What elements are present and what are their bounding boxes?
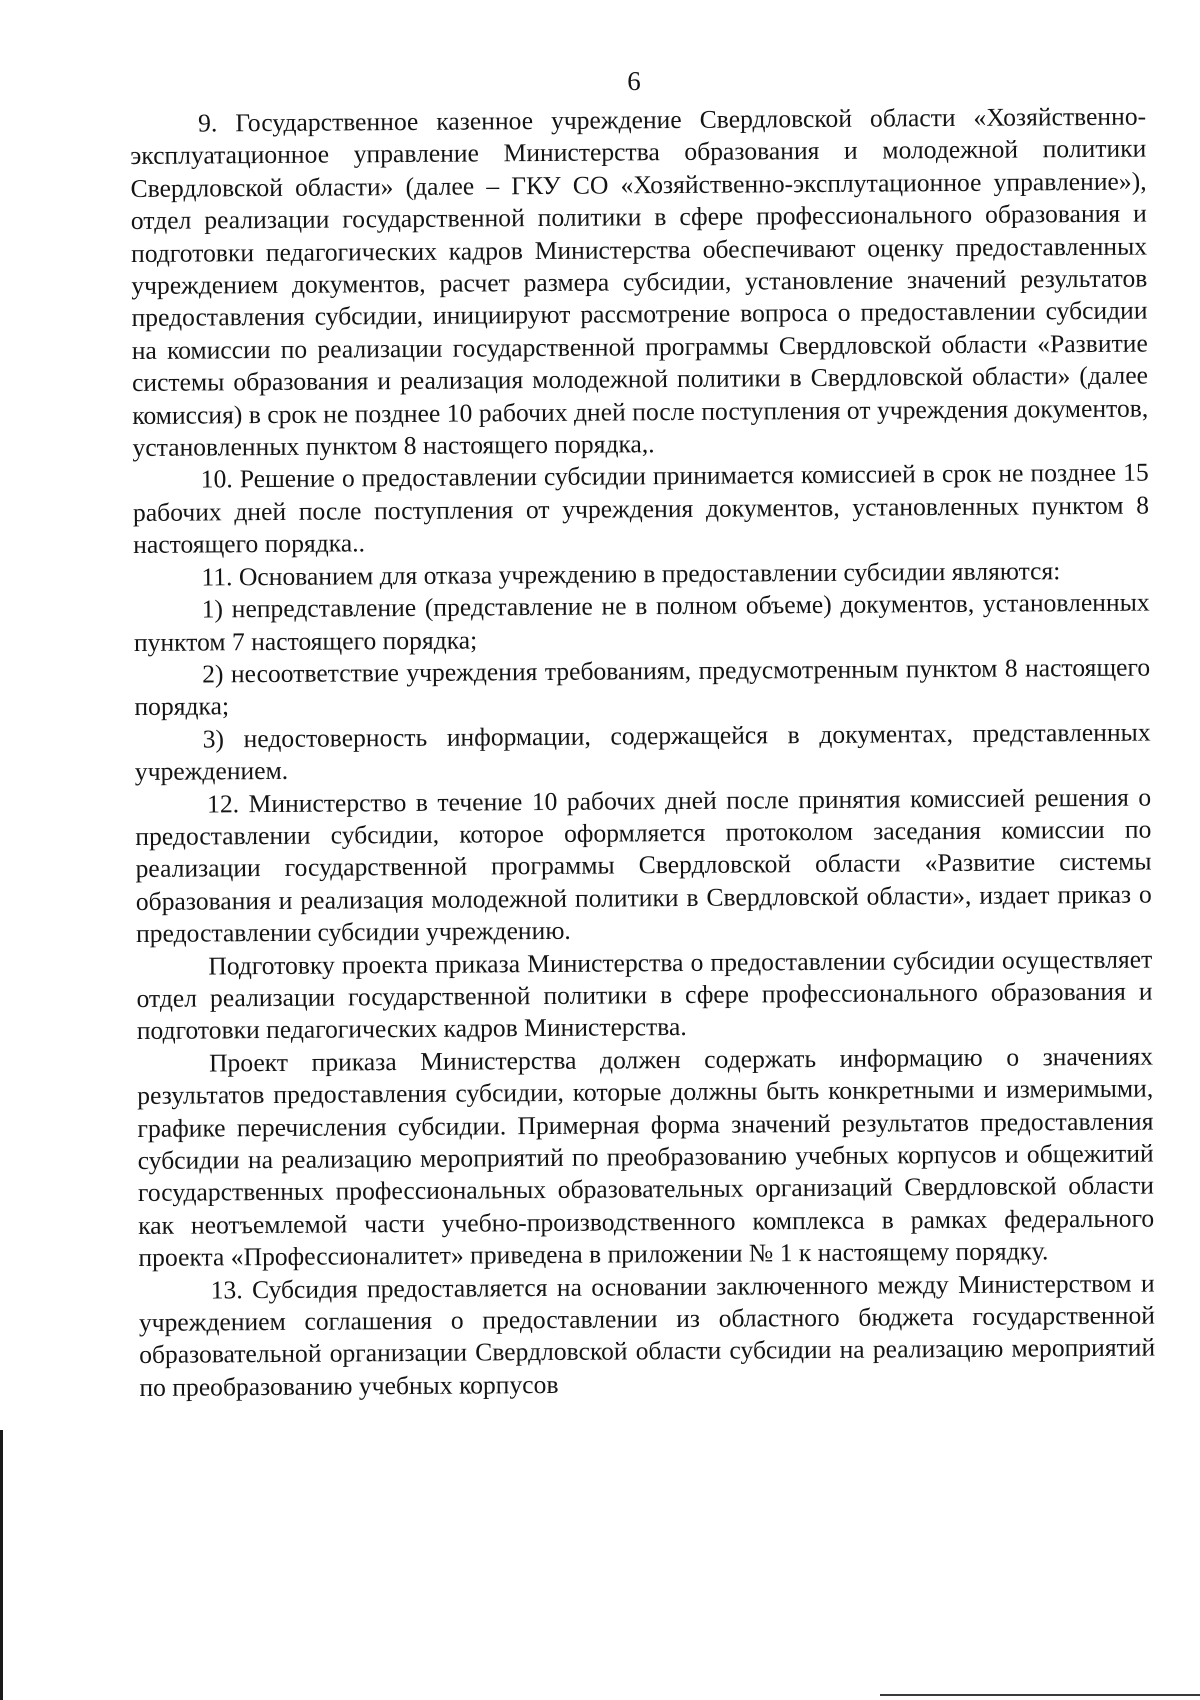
list-item-2: 2) несоответствие учреждения требованиям, предусмотренным пунктом 8 настоящего порядка; bbox=[134, 652, 1151, 722]
document-body bbox=[130, 101, 1155, 1405]
scan-edge-bottom bbox=[880, 1694, 1200, 1696]
paragraph-order-content: Проект приказа Министерства должен содержать информацию о значениях результатов предоставления субсидии, которые должны быть конкретными и измеримыми, графике перечисления субсидии. Примерная форма значений результатов предоставления субсидии на реализацию мероприятий по преобразованию учебных корпусов и общежитий государственных профессиональных образовательных организаций Свердловской области как неотъемлемой части учебно-производственного комплекса в рамках федерального проекта «Профессионалитет» приведена в приложении № 1 к настоящему порядку. bbox=[137, 1041, 1155, 1273]
paragraph-9: 9. Государственное казенное учреждение Свердловской области «Хозяйственно-эксплуатационное управление Министерства образования и молодежной политики Свердловской области» (далее – ГКУ СО «Хозяйственно-эксплутационное управление»), отдел реализации государственной политики в сфере профессионального образования и подготовки педагогических кадров Министерства обеспечивают оценку предоставленных учреждением документов, расчет размера субсидии, установление значений результатов предоставления субсидии, инициируют рассмотрение вопроса о предоставлении субсидии на комиссии по реализации государственной программы Свердловской области «Развитие системы образования и реализация молодежной политики в Свердловской области» (далее комиссия) в срок не позднее 10 рабочих дней после поступления от учреждения документов, установленных пунктом 8 настоящего порядка,. bbox=[130, 101, 1149, 463]
paragraph-10: 10. Решение о предоставлении субсидии принимается комиссией в срок не позднее 15 рабочих дней после поступления от учреждения документов, установленных пунктом 8 настоящего порядка.. bbox=[132, 458, 1150, 560]
page-number: 6 bbox=[627, 66, 641, 96]
paragraph-order-preparation: Подготовку проекта приказа Министерства о предоставлении субсидии осуществляет отдел реализации государственной политики в сфере профессионального образования и подготовки педагогических кадров Министерства. bbox=[136, 944, 1153, 1046]
list-item-3: 3) недостоверность информации, содержащейся в документах, представленных учреждением. bbox=[134, 717, 1151, 787]
paragraph-12: 12. Министерство в течение 10 рабочих дней после принятия комиссией решения о предоставлении субсидии, которое оформляется протоколом заседания комиссии по реализации государственной программы Свердловской области «Развитие системы образования и реализация молодежной политики в Свердловской области», издает приказ о предоставлении субсидии учреждению. bbox=[135, 782, 1152, 949]
list-item-1: 1) непредставление (представление не в полном объеме) документов, установленных пунктом 7 настоящего порядка; bbox=[133, 587, 1150, 657]
paragraph-13: 13. Субсидия предоставляется на основании заключенного между Министерством и учреждением соглашения о предоставлении из областного бюджета государственной образовательной организации Свердловской области субсидии на реализацию мероприятий по преобразованию учебных корпусов bbox=[138, 1268, 1156, 1402]
paragraph-11: 11. Основанием для отказа учреждению в предоставлении субсидии являются: bbox=[201, 555, 1061, 592]
scan-edge-left bbox=[0, 1430, 3, 1700]
